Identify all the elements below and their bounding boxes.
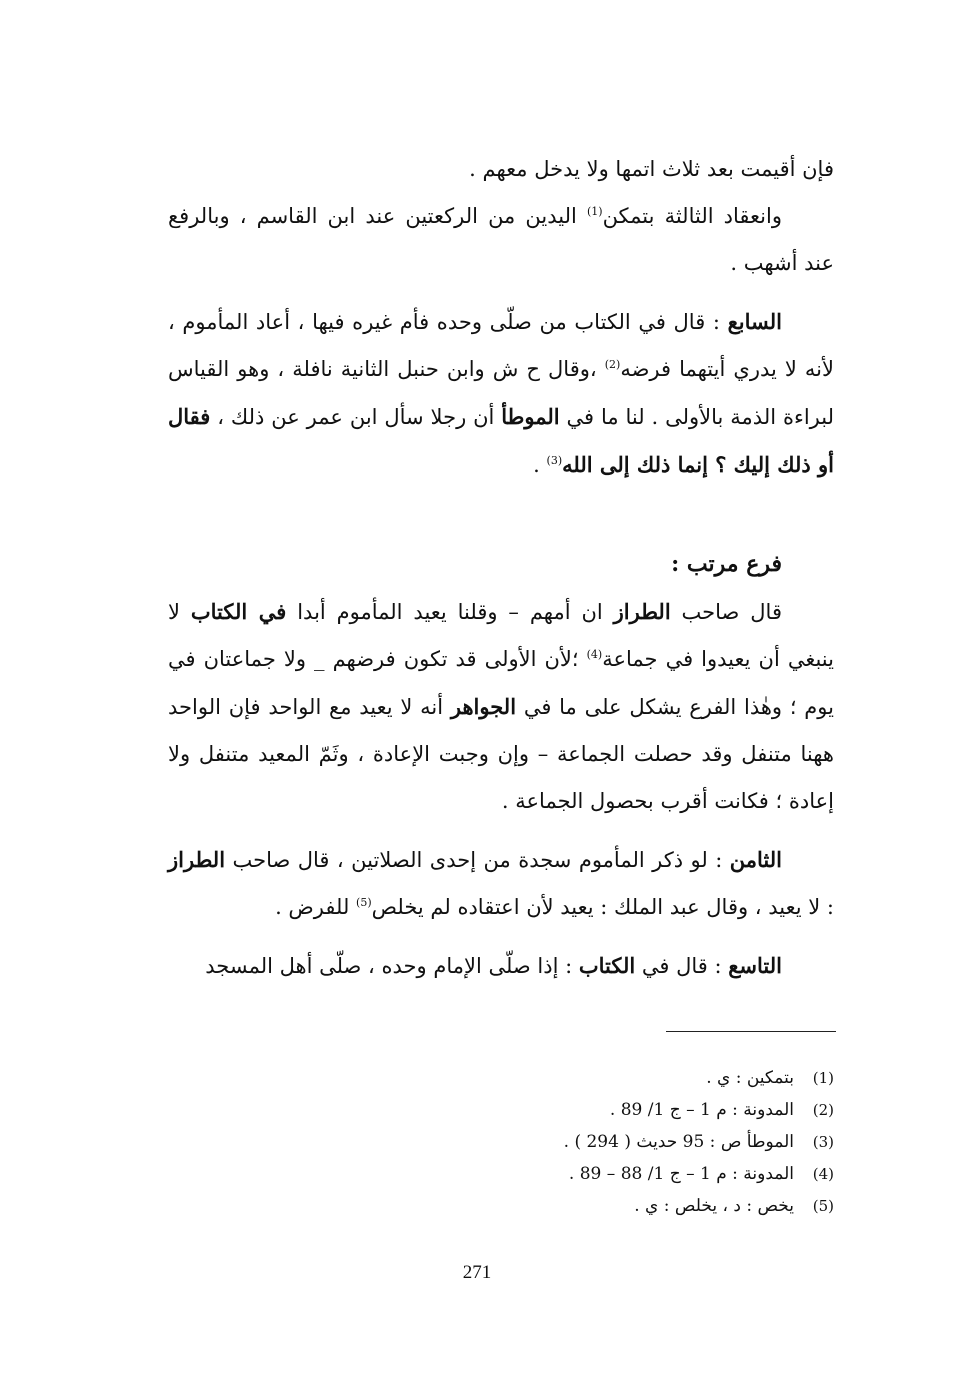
main-text xyxy=(168,146,834,990)
section-term-ninth: التاسع xyxy=(728,953,782,978)
paragraph-seventh xyxy=(168,298,834,489)
paragraph-text: أنه لا يعيد مع الواحد فإن الواحد ههنا متنفل وقد حصلت الجماعة – وإن وجبت الإعادة ، وثَمّ المعيد متنفل ولا إعادة ؛ فكانت أقرب بحصول الجماعة . xyxy=(168,695,834,813)
bold-term-jawahir: الجواهر xyxy=(450,694,517,719)
section-term-eighth: الثامن xyxy=(729,847,782,872)
bold-quote: فقال أو ذلك إليك ؟ إنما ذلك إلى الله xyxy=(168,404,834,477)
paragraph-text: ،وقال ح ش وابن حنبل الثانية نافلة ، وهو القياس لبراءة الذمة بالأولى . لنا ما في xyxy=(168,357,834,429)
footnote-separator xyxy=(666,1031,836,1032)
footnote-number: (4) xyxy=(812,1165,834,1183)
footnote-ref-2: (2) xyxy=(604,358,621,371)
footnote-number: (3) xyxy=(812,1133,834,1151)
footnote-text: يخص : د ، يخلص : ي . xyxy=(634,1196,794,1216)
footnote-text: المدونة : م 1 – ج 1/ 88 – 89 . xyxy=(568,1164,794,1184)
footnote-item xyxy=(274,1094,834,1126)
paragraph-continuation xyxy=(168,146,834,193)
paragraph-ninth xyxy=(168,942,834,990)
bold-term-kitab: الكتاب xyxy=(578,953,636,978)
footnote-item xyxy=(274,1062,834,1094)
paragraph-text: : قال في الكتاب من صلّى وحده فأم غيره فيها ، أعاد المأموم ، لأنه لا يدري أيتهما فرضه xyxy=(168,310,834,381)
spacer xyxy=(168,825,834,836)
footnote-number: (2) xyxy=(812,1101,834,1119)
footnote-ref-4: (4) xyxy=(586,648,603,661)
footnote-item xyxy=(274,1190,834,1222)
paragraph-text: : لو ذكر المأموم سجدة من إحدى الصلاتين ، قال صاحب xyxy=(225,848,730,872)
page-number: 271 xyxy=(462,1262,492,1283)
footnote-item xyxy=(274,1126,834,1158)
footnote-text: المدونة : م 1 – ج 1/ 89 . xyxy=(609,1100,794,1120)
paragraph-eighth xyxy=(168,836,834,931)
paragraph-text: لا ينبغي أن يعيدوا في جماعة xyxy=(168,600,834,671)
paragraph-text: : لا يعيد ، وقال عبد الملك : يعيد لأن اعتقاده لم يخلص xyxy=(371,895,834,919)
footnotes xyxy=(274,1062,834,1222)
footnote-text: الموطأ ص : 95 حديث ( 294 ) . xyxy=(563,1132,794,1152)
paragraph-text: : قال في xyxy=(635,954,729,978)
section-term-seventh: السابع xyxy=(727,309,782,334)
footnote-text: بتمكين : ي . xyxy=(706,1068,794,1088)
footnote-item xyxy=(274,1158,834,1190)
spacer xyxy=(168,489,834,541)
spacer xyxy=(168,931,834,942)
footnote-number: (5) xyxy=(812,1197,834,1215)
subheading-far-murattab: فرع مرتب : xyxy=(671,551,782,577)
paragraph-text: اليدين من الركعتين عند ابن القاسم ، وبالرفع عند أشهب . xyxy=(168,204,834,275)
paragraph-text: ان أمهم – وقلنا يعيد المأموم أبدا xyxy=(286,600,614,624)
paragraph-text: . xyxy=(533,453,547,477)
paragraph-third-rakah xyxy=(168,193,834,287)
footnote-number: (1) xyxy=(812,1069,834,1087)
footnote-ref-3: (3) xyxy=(546,454,563,467)
paragraph-tiraz xyxy=(168,588,834,825)
paragraph-text: وانعقاد الثالثة بتمكن xyxy=(602,204,782,228)
bold-term-tiraz: الطراز xyxy=(168,847,226,872)
paragraph-text: قال صاحب xyxy=(670,600,782,624)
paragraph-text: فإن أقيمت بعد ثلاث اتمها ولا يدخل معهم . xyxy=(469,157,834,181)
bold-term-muwatta: الموطأ xyxy=(501,404,560,429)
spacer xyxy=(168,287,834,298)
paragraph-text: : إذا صلّى الإمام وحده ، صلّى أهل المسجد xyxy=(205,954,579,978)
footnote-ref-5: (5) xyxy=(356,896,372,909)
footnote-ref-1: (1) xyxy=(586,205,603,218)
paragraph-text: للفرض . xyxy=(275,895,357,919)
bold-term-tiraz: الطراز xyxy=(613,599,671,624)
paragraph-text: ؛لأن الأولى قد تكون فرضهم _ ولا جماعتان في يوم ؛ وهٰذا الفرع يشكل على ما في xyxy=(168,647,834,719)
bold-term-kitab: في الكتاب xyxy=(190,599,287,624)
paragraph-text: أن رجلا سأل ابن عمر عن ذلك ، xyxy=(210,405,502,429)
